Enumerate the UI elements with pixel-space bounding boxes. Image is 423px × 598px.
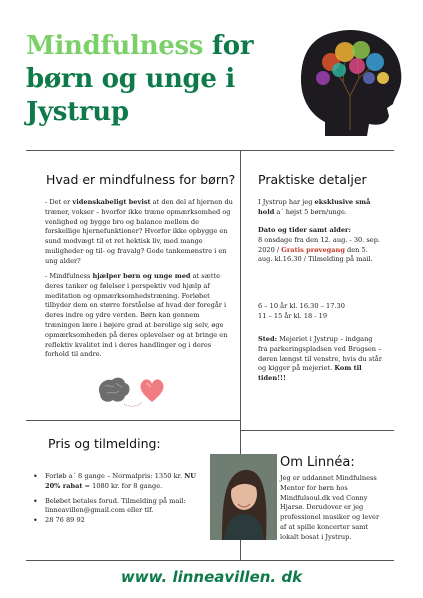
practical-place: Sted: Mejeriet i Jystrup – indgang fra parkeringspladsen ved Brugsen – døren længst til venstre, hvis du står og kigger på mejeriet. Kom til tiden!!! <box>258 335 382 383</box>
about-text: Jeg er uddannet Mindfulness Mentor for børn hos Mindfulsoul.dk ved Conny Hjarsø. Derudover er jeg professionel musiker og lever af at spille koncerter samt lokalt bosat i Jystrup. <box>280 474 380 541</box>
portrait-image <box>210 454 277 540</box>
free-trial-highlight: Gratis prøvegang <box>281 245 345 254</box>
title-line-3: Jystrup <box>26 97 129 127</box>
tree-head-illustration <box>295 26 405 138</box>
title-rest: for <box>203 31 254 61</box>
portrait-photo <box>210 454 277 540</box>
age-group-2: 11 – 15 år kl. 18 - 19 <box>258 311 328 320</box>
page-title <box>26 30 286 129</box>
practical-intro: I Jystrup har jeg eksklusive små hold a´ højst 5 børn/unge. <box>258 198 371 216</box>
divider-middle <box>26 420 240 421</box>
section-heading-mindfulness: Hvad er mindfulness for børn? <box>46 172 236 187</box>
title-accent: Mindfulness <box>26 31 204 61</box>
practical-ages <box>258 302 384 322</box>
divider-top <box>26 150 394 151</box>
paragraph-benefits: - Mindfulness hjælper børn og unge med at sætte deres tanker og følelser i perspektiv ved hjælp af meditation og opmærksomhedstræning. Forløbet tilbyder dem en større forståelse af hvad der foregår i deres indre og ydre verden. Børn kan gennem træningen lære i højere grad at berolige sig selv, øge opmærksomheden på deres oplevelser og at bringe en reflektiv kvalitet ind i deres handlinger og i deres forhold til andre. <box>45 272 228 359</box>
paragraph-science: - Det er videnskabeligt bevist at den del af hjernen du træner, vokser – hvorfor ikke træne opmærksomhed og venlighed og bygge bro og balance mellem de forskellige hjernefunktioner? Hvorfor ikke opbygge en sund modvægt til et ret hektisk liv, med mange muligheder og til- og fravalg? Gode tankemønstre i en ung alder? <box>45 198 233 265</box>
list-item: • Forløb a´ 8 gange – Normalpris: 1350 kr. NU 20% rabat = 1080 kr. for 8 gange. <box>33 472 203 492</box>
list-item: • 28 76 89 92 <box>33 516 203 526</box>
section-heading-about: Om Linnéa: <box>280 455 355 470</box>
divider-bottom <box>26 560 394 561</box>
brain-icon <box>99 378 130 402</box>
pricing-list <box>33 472 203 531</box>
dates-heading: Dato og tider samt alder: <box>258 226 351 234</box>
divider-right-bottom <box>240 430 394 431</box>
section-heading-practical: Praktiske detaljer <box>258 172 367 187</box>
brain-heart-illustration <box>94 374 174 410</box>
heart-icon <box>140 379 163 402</box>
title-line-2: børn og unge i <box>26 64 236 94</box>
age-group-1: 6 – 10 år kl. 16.30 – 17.30 <box>258 302 345 310</box>
website-link[interactable]: www. linneavillen. dk <box>120 568 303 586</box>
practical-dates: Dato og tider samt alder: 8 onsdage fra den 12. aug. - 30. sep. 2020 / Gratis prøvegang den 5. aug. kl.16.30 / Tilmelding på mail. <box>258 226 381 264</box>
list-item: • Beløbet betales forud. Tilmelding på mail: linneavillen@gmail.com eller tlf. <box>33 497 203 517</box>
section-heading-pricing: Pris og tilmelding: <box>48 436 161 451</box>
